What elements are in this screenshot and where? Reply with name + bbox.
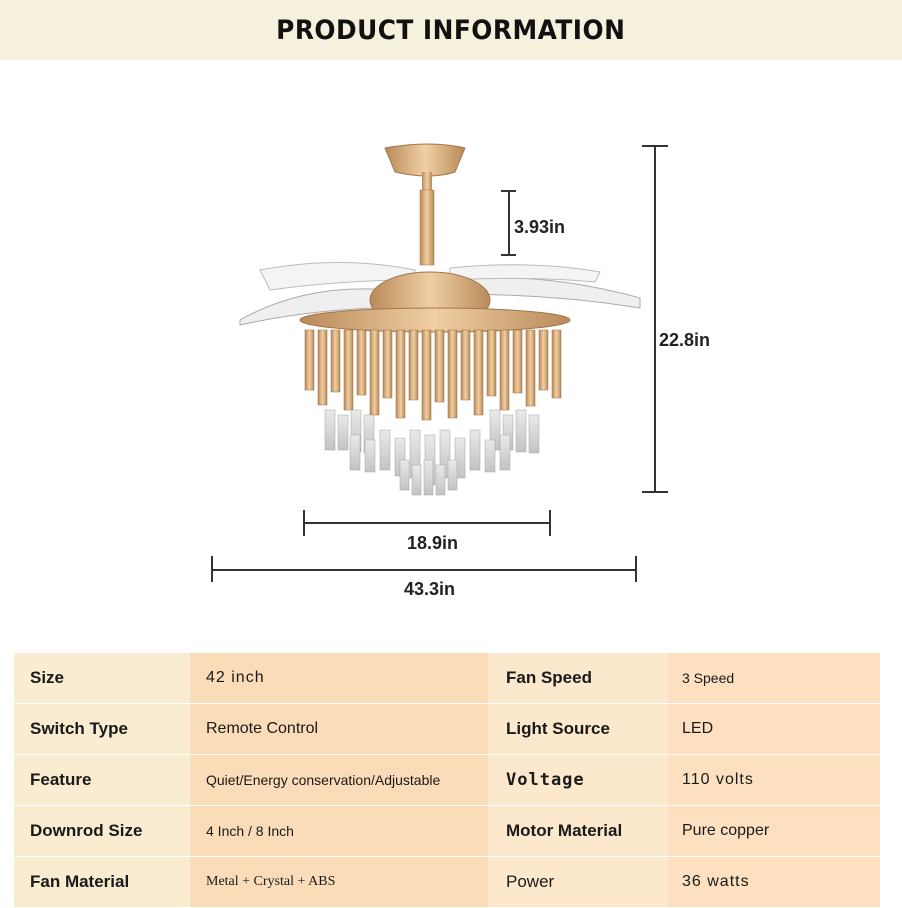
spec-value-motor-material: Pure copper: [668, 806, 880, 857]
spec-value-downrod-size: 4 Inch / 8 Inch: [190, 806, 488, 857]
body-width-cap-right: [549, 510, 551, 536]
height-cap-bottom: [642, 491, 668, 493]
table-row: [14, 755, 880, 806]
spec-value-power: 36 watts: [668, 857, 880, 908]
spec-value-fan-material: Metal + Crystal + ABS: [190, 857, 488, 908]
spec-value-feature: Quiet/Energy conservation/Adjustable: [190, 755, 488, 806]
total-width-cap-right: [635, 556, 637, 582]
spec-label-feature: Feature: [14, 755, 190, 806]
spec-table: [14, 653, 880, 908]
total-width-cap-left: [211, 556, 213, 582]
spec-label-light-source: Light Source: [488, 704, 668, 755]
spec-label-switch-type: Switch Type: [14, 704, 190, 755]
spec-value-voltage: 110 volts: [668, 755, 880, 806]
table-row: [14, 653, 880, 704]
spec-label-fan-speed: Fan Speed: [488, 653, 668, 704]
body-width-cap-left: [303, 510, 305, 536]
spec-label-size: Size: [14, 653, 190, 704]
downrod-cap-top: [501, 190, 516, 192]
spec-label-motor-material: Motor Material: [488, 806, 668, 857]
ceiling-fan-image: [200, 130, 670, 520]
spec-label-fan-material: Fan Material: [14, 857, 190, 908]
body-width-line: [303, 522, 551, 524]
total-width-label: 43.3in: [404, 579, 456, 599]
table-row: [14, 806, 880, 857]
height-label: 22.8in: [659, 330, 711, 350]
downrod-dimension-line: [508, 190, 510, 256]
table-row: [14, 704, 880, 755]
spec-value-switch-type: Remote Control: [190, 704, 488, 755]
title-banner: [0, 0, 902, 60]
downrod-cap-bottom: [501, 254, 516, 256]
page-title: PRODUCT INFORMATION: [276, 14, 626, 46]
downrod-length-label: 3.93in: [514, 217, 566, 237]
spec-label-downrod-size: Downrod Size: [14, 806, 190, 857]
height-dimension-line: [654, 145, 656, 493]
body-width-label: 18.9in: [407, 533, 459, 553]
total-width-line: [212, 569, 637, 571]
spec-label-power: Power: [488, 857, 668, 908]
height-cap-top: [642, 145, 668, 147]
spec-label-voltage: Voltage: [488, 755, 668, 806]
spec-value-light-source: LED: [668, 704, 880, 755]
spec-value-size: 42 inch: [190, 653, 488, 704]
table-row: [14, 857, 880, 908]
spec-value-fan-speed: 3 Speed: [668, 653, 880, 704]
